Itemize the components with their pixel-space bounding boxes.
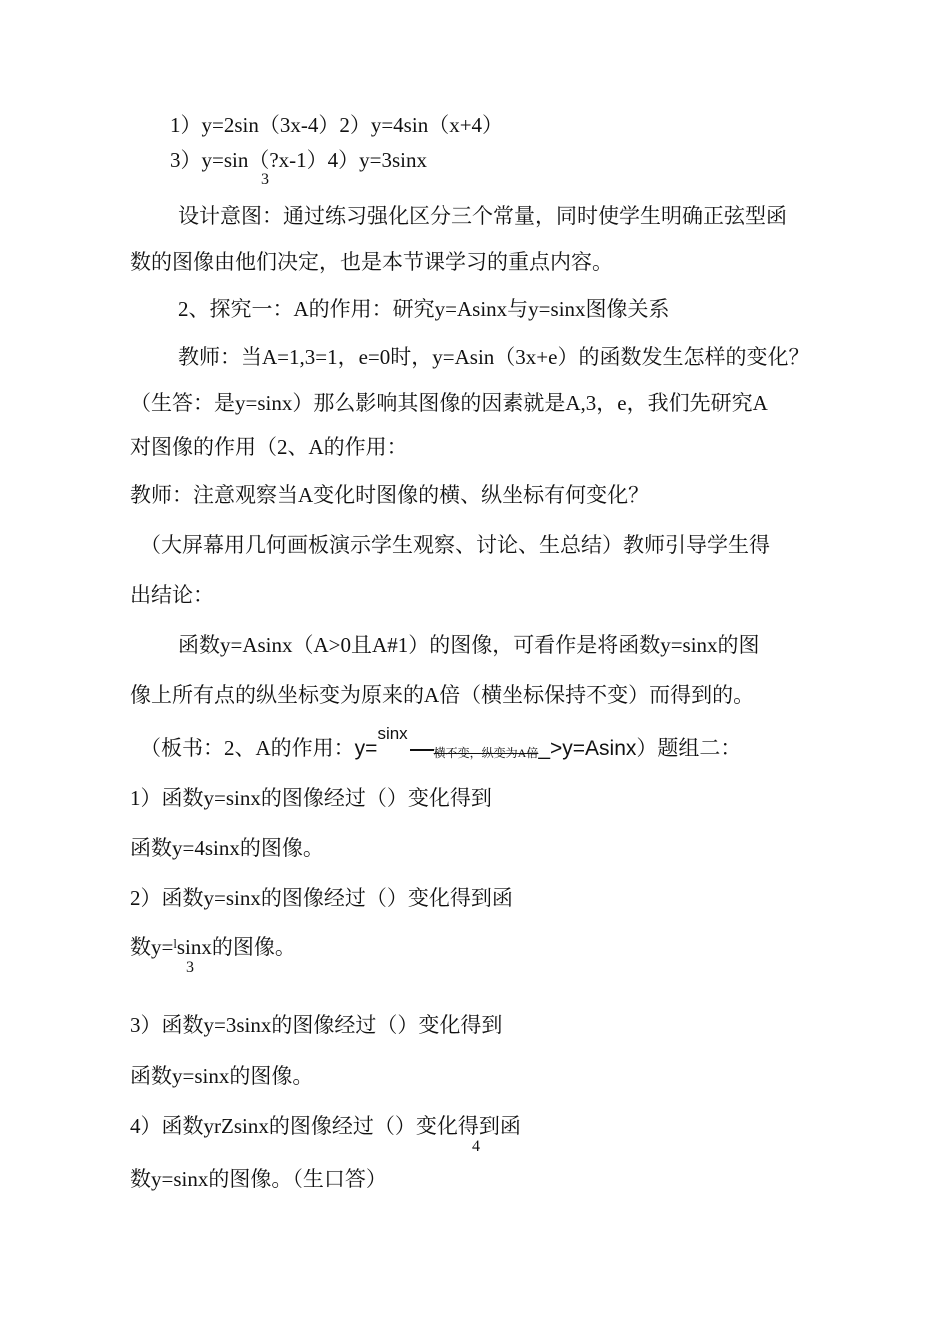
board-formula-sinx: sinx xyxy=(377,724,408,743)
exercise-1-line-2-subscript: 3 xyxy=(261,171,269,188)
board-formula-result: _>y=Asinx xyxy=(538,737,637,760)
screen-demo-line-1: （大屏幕用几何画板演示学生观察、讨论、生总结）教师引导学生得 xyxy=(140,533,770,557)
conclusion-line-2: 像上所有点的纵坐标变为原来的A倍（横坐标保持不变）而得到的。 xyxy=(130,683,755,707)
board-formula-y: y= xyxy=(354,737,378,760)
exercise-1-line-1: 1）y=2sin（3x-4）2）y=4sin（x+4） xyxy=(170,113,504,137)
q3-line-1: 3）函数y=3sinx的图像经过（）变化得到 xyxy=(130,1013,503,1037)
teacher-question-line-2: （生答：是y=sinx）那么影响其图像的因素就是A,3，e，我们先研究A xyxy=(130,391,768,415)
q2-line-1: 2）函数y=sinx的图像经过（）变化得到函 xyxy=(130,886,513,910)
design-intent-line-1: 设计意图：通过练习强化区分三个常量，同时使学生明确正弦型函 xyxy=(178,204,787,228)
explore-heading: 2、探究一：A的作用：研究y=Asinx与y=sinx图像关系 xyxy=(178,297,670,321)
exercise-1-line-2: 3）y=sin（?x-1）4）y=3sinx xyxy=(170,148,428,172)
board-prefix: （板书：2、A的作用： xyxy=(140,736,355,760)
q3-line-2: 函数y=sinx的图像。 xyxy=(130,1064,314,1088)
screen-demo-line-2: 出结论： xyxy=(130,583,214,607)
q4-line-1: 4）函数yrZsinx的图像经过（）变化得到函 xyxy=(130,1114,521,1138)
q2-line-2: 数y=ˡsinx的图像。 xyxy=(130,935,296,959)
teacher-question-line-3: 对图像的作用（2、A的作用： xyxy=(130,435,408,459)
design-intent-line-2: 数的图像由他们决定，也是本节课学习的重点内容。 xyxy=(130,250,613,274)
q2-subscript: 3 xyxy=(186,959,194,976)
board-arrow-line xyxy=(410,749,434,751)
q4-subscript: 4 xyxy=(472,1138,480,1155)
conclusion-line-1: 函数y=Asinx（A>0且A#1）的图像，可看作是将函数y=sinx的图 xyxy=(178,633,760,657)
teacher-observe: 教师：注意观察当A变化时图像的横、纵坐标有何变化？ xyxy=(130,483,650,507)
q1-line-1: 1）函数y=sinx的图像经过（）变化得到 xyxy=(130,786,492,810)
board-arrow-note: 横不变，纵变为A倍 xyxy=(433,746,539,760)
q4-line-2: 数y=sinx的图像。（生口答） xyxy=(130,1167,387,1191)
teacher-question-line-1: 教师：当A=1,3=1，e=0时，y=Asin（3x+e）的函数发生怎样的变化？ xyxy=(178,345,810,369)
board-note xyxy=(140,724,742,760)
board-suffix: ）题组二： xyxy=(636,736,742,760)
q1-line-2: 函数y=4sinx的图像。 xyxy=(130,836,324,860)
